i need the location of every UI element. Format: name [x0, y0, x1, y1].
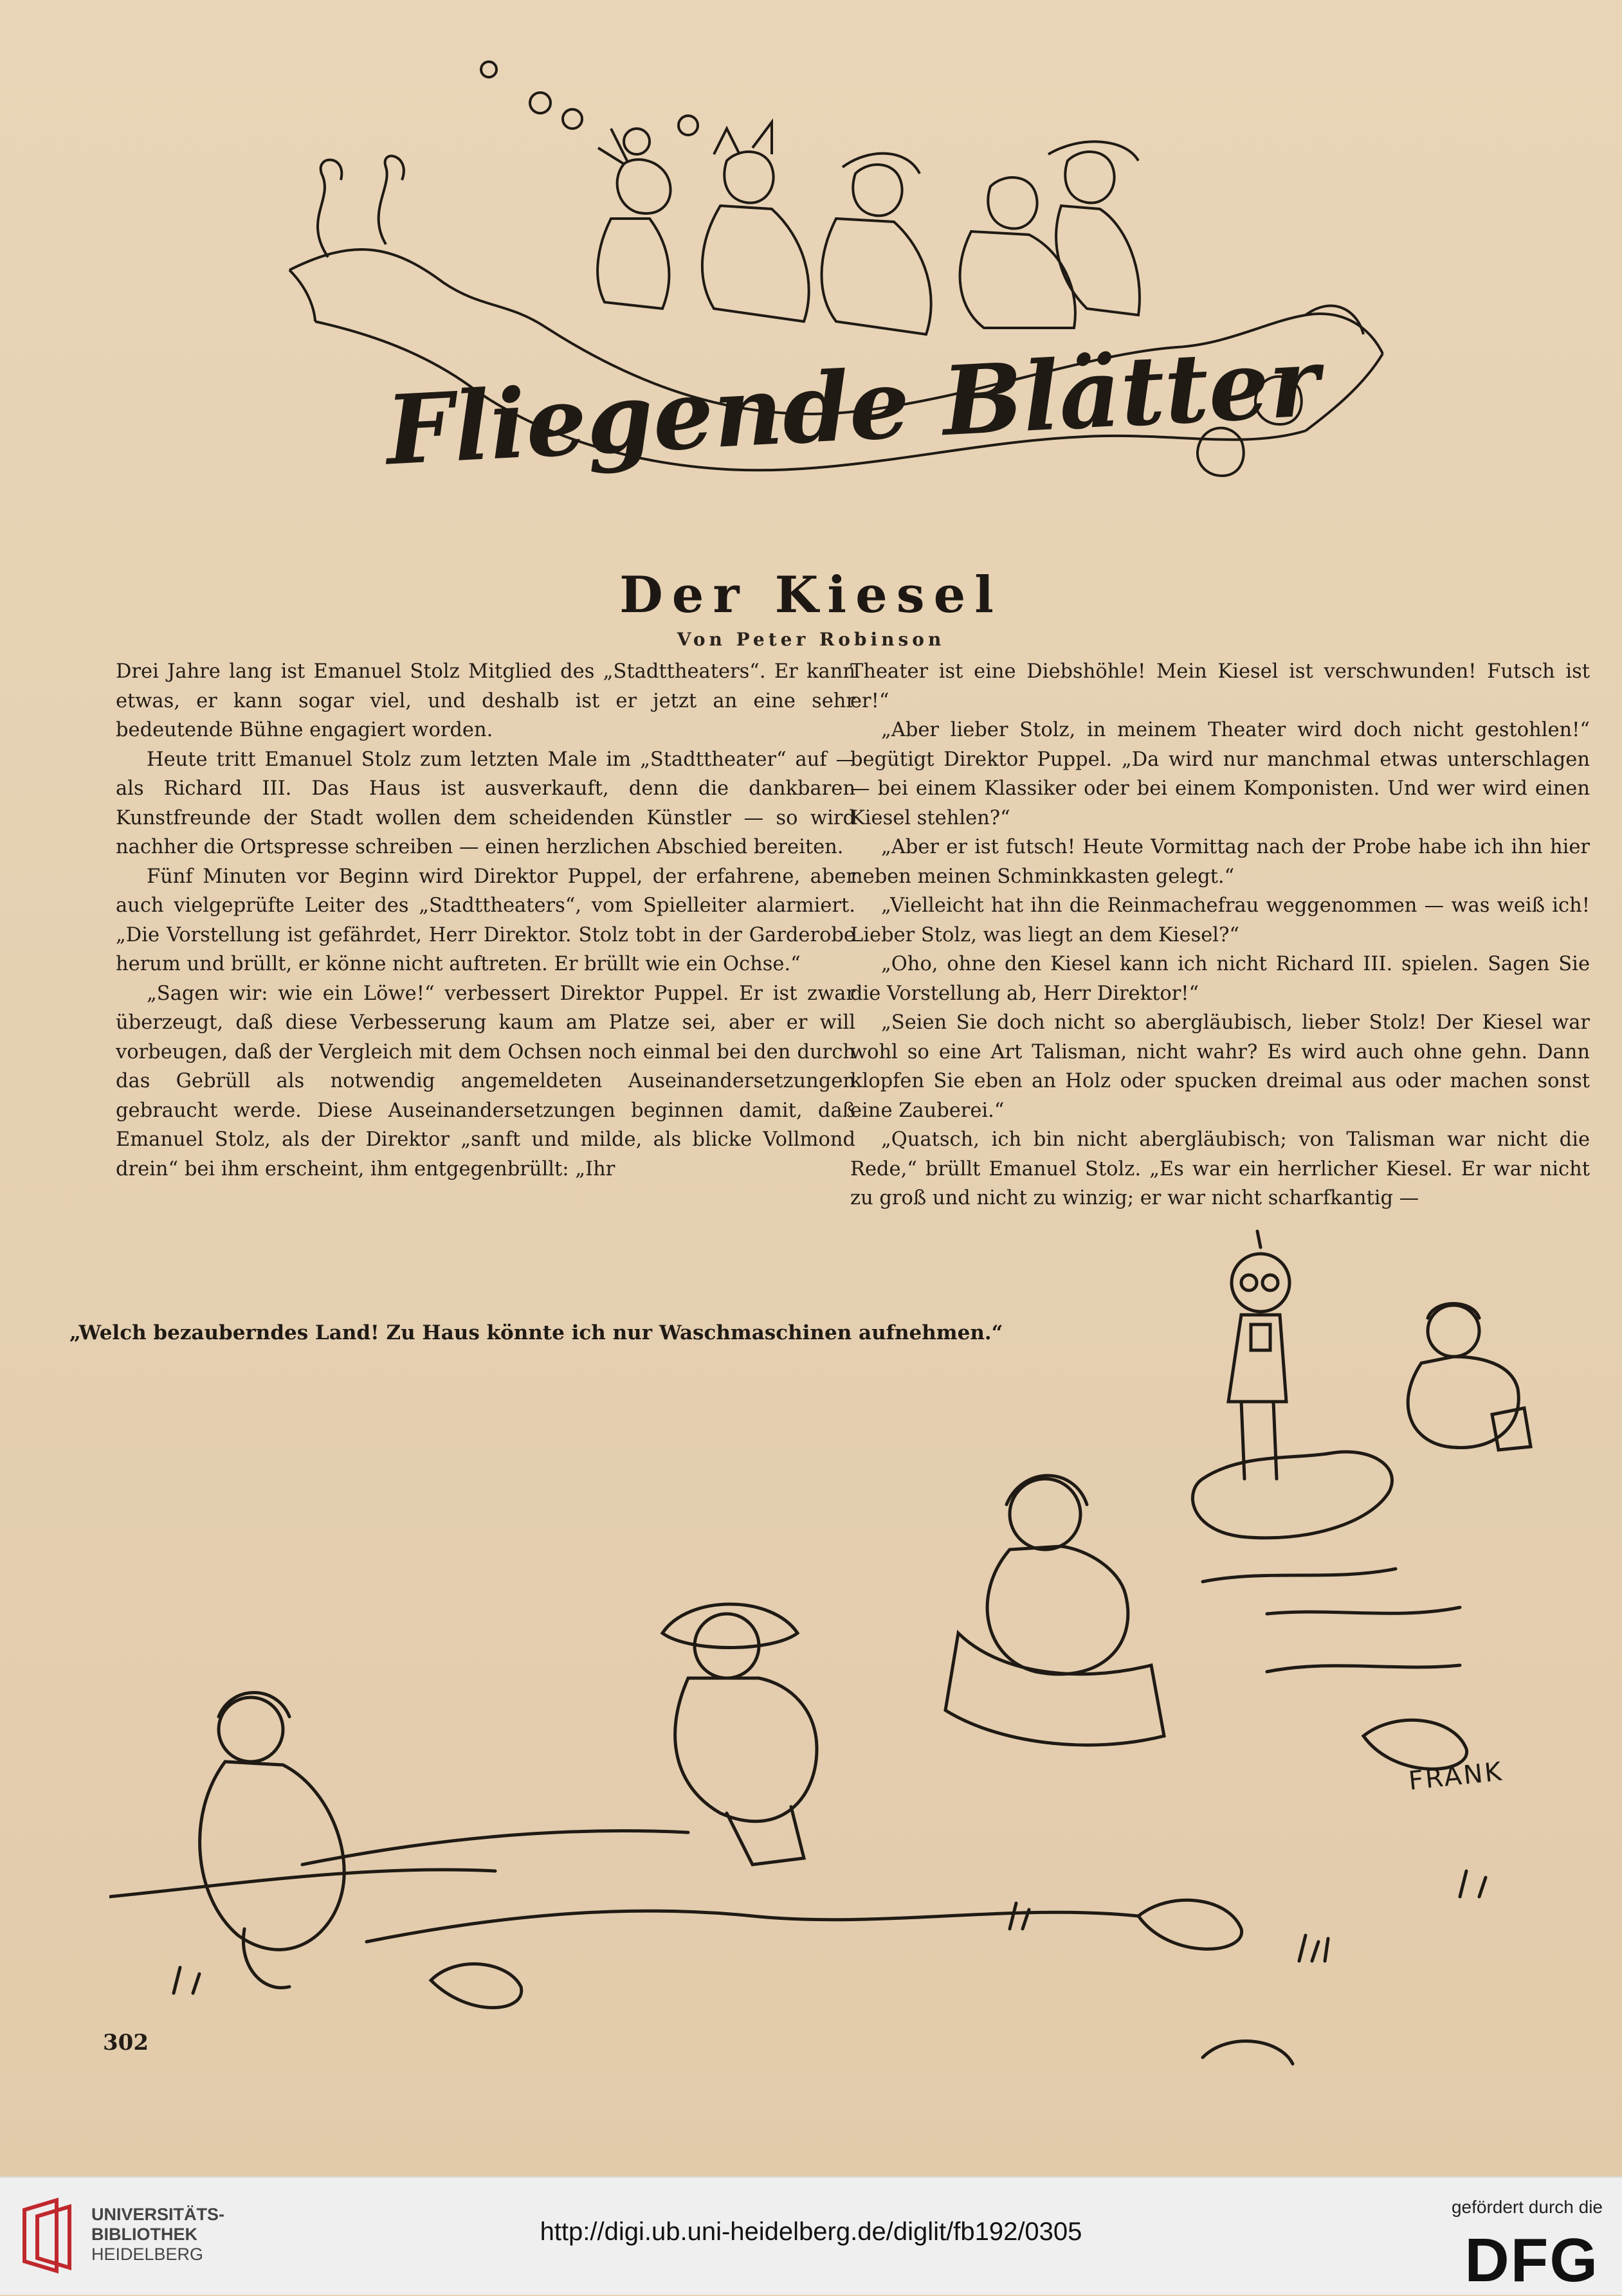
paragraph: „Aber lieber Stolz, in meinem Theater wird doch nicht gestohlen!“ begütigt Direktor Puppel. „Da wird nur manchmal etwas unterschlagen — bei einem Klassiker oder bei einem Komponisten. Und wer wird einen Kiesel stehlen?“ [850, 719, 1590, 829]
paragraph: Drei Jahre lang ist Emanuel Stolz Mitglied des „Stadttheaters“. Er kann etwas, er kann sogar viel, und deshalb ist er jetzt an eine sehr bedeutende Bühne engagiert worden. [116, 660, 855, 741]
library-line: HEIDELBERG [91, 2245, 204, 2264]
paragraph: Fünf Minuten vor Beginn wird Direktor Puppel, der erfahrene, aber auch vielgeprüfte Leiter des „Stadttheaters“, vom Spielleiter alarmiert. „Die Vorstellung ist gefährdet, Herr Direktor. Stolz tobt in der Garderobe herum und brüllt, er könne nicht auftreten. Er brüllt wie ein Ochse.“ [116, 865, 855, 975]
article-column-right [850, 657, 1590, 1210]
article-byline: Von Peter Robinson [677, 629, 945, 650]
viewer-footer [0, 2176, 1622, 2295]
paragraph: „Seien Sie doch nicht so abergläubisch, lieber Stolz! Der Kiesel war wohl so eine Art Talisman, nicht wahr? Es wird auch ohne gehn. Dann klopfen Sie eben an Holz oder spucken dreimal aus oder machen sonst eine Zauberei.“ [850, 1011, 1590, 1122]
page-number: 302 [103, 2030, 149, 2056]
paragraph: „Oho, ohne den Kiesel kann ich nicht Richard III. spielen. Sagen Sie die Vorstellung ab, Herr Direktor!“ [850, 953, 1590, 1005]
permalink[interactable]: http://digi.ub.uni-heidelberg.de/diglit/fb192/0305 [540, 2218, 1082, 2246]
paragraph: „Vielleicht hat ihn die Reinmachefrau weggenommen — was weiß ich! Lieber Stolz, was liegt an dem Kiesel?“ [850, 894, 1590, 946]
cartoon-illustration [109, 1222, 1601, 2077]
paragraph: Theater ist eine Diebshöhle! Mein Kiesel ist verschwunden! Futsch ist er!“ [850, 660, 1590, 712]
masthead-illustration [277, 51, 1396, 514]
cartoon-signature: FRANK [1407, 1757, 1505, 1796]
masthead-title: Fliegende Blätter [383, 325, 1322, 487]
funded-by-label: gefördert durch die [1451, 2197, 1603, 2217]
paragraph: „Quatsch, ich bin nicht abergläubisch; von Talisman war nicht die Rede,“ brüllt Emanuel Stolz. „Es war ein herrlicher Kiesel. Er war nicht zu groß und nicht zu winzig; er war nicht scharfkantig — [850, 1128, 1590, 1209]
library-line: UNIVERSITÄTS- [91, 2205, 225, 2224]
paragraph: Heute tritt Emanuel Stolz zum letzten Male im „Stadttheater“ auf — als Richard III. Das Haus ist ausverkauft, denn die dankbaren Kunstfreunde der Stadt wollen dem scheidenden Künstler — so wird nachher die Ortspresse schreiben — einen herzlichen Abschied bereiten. [116, 748, 855, 858]
article-title: Der Kiesel [619, 566, 1003, 624]
cartoon-caption: „Welch bezauberndes Land! Zu Haus könnte ich nur Waschmaschinen aufnehmen.“ [69, 1321, 1003, 1344]
paragraph: „Aber er ist futsch! Heute Vormittag nach der Probe habe ich ihn hier neben meinen Schminkkasten gelegt.“ [850, 836, 1590, 888]
article-column-left [116, 657, 855, 1210]
library-line: BIBLIOTHEK [91, 2225, 197, 2244]
dfg-logo: DFG [1464, 2226, 1599, 2295]
paragraph: „Sagen wir: wie ein Löwe!“ verbessert Direktor Puppel. Er ist zwar überzeugt, daß diese Verbesserung kaum am Platze sei, aber er will vorbeugen, daß der Vergleich mit dem Ochsen noch einmal bei den durch das Gebrüll als notwendig angemeldeten Auseinandersetzungen gebraucht werde. Diese Auseinandersetzungen beginnen damit, daß Emanuel Stolz, als der Direktor „sanft und milde, als blicke Vollmond drein“ bei ihm erscheint, ihm entgegenbrüllt: „Ihr [116, 982, 855, 1180]
